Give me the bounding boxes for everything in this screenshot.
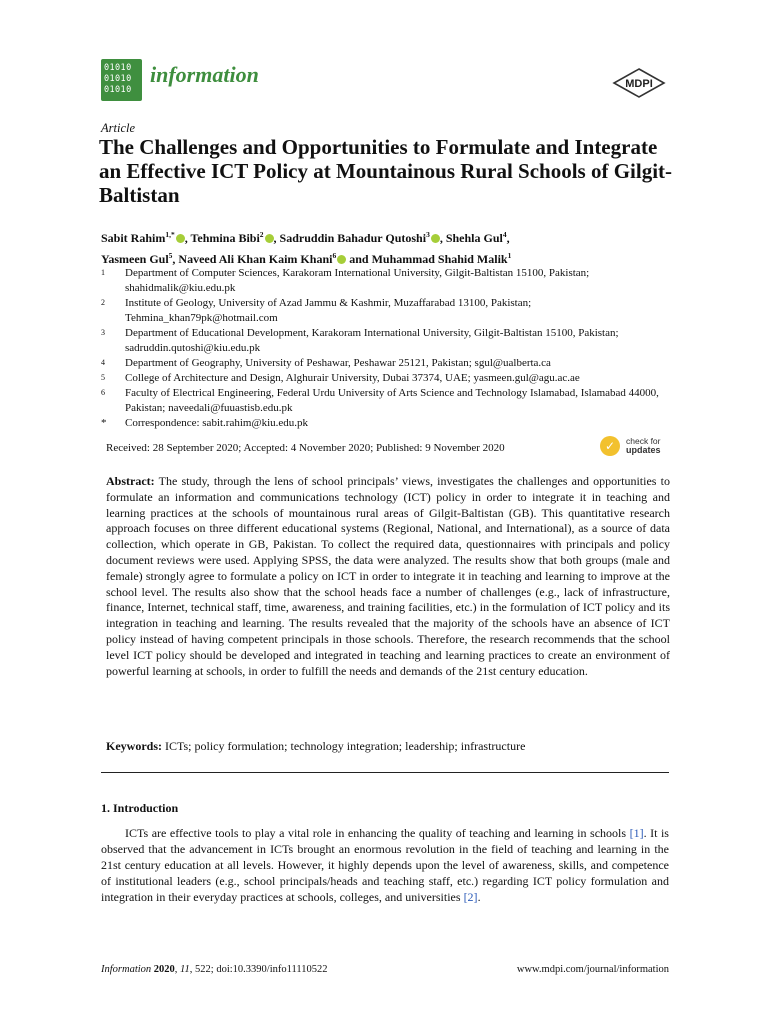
mdpi-logo-text: MDPI (625, 78, 653, 90)
abstract-label: Abstract: (106, 474, 155, 488)
journal-logo (101, 59, 142, 101)
section-heading-introduction: 1. Introduction (101, 801, 179, 815)
footer-year: 2020 (153, 964, 175, 975)
orcid-icon[interactable] (337, 255, 346, 264)
author-name: Sadruddin Bahadur Qutoshi (279, 231, 427, 245)
affiliation-number: 4 (101, 358, 105, 367)
author-name: Muhammad Shahid Malik (371, 252, 508, 266)
author-sup: 5 (168, 251, 173, 260)
check-updates-line1: check for (626, 436, 661, 446)
abstract-text: The study, through the lens of school principals’ views, investigates the challenges and opportunities to formulate an information and communications technology (ICT) policy in order to integrate it in teaching and learning practices at the schools of mountainous rural areas of Gilgit-Baltistan (GB). This quantitative research approach focuses on three different educational systems (Regional, National, and International), as a source of data collection, which operate in GB, Pakistan. To collect the required data, questionnaires with principals and policy document reviews were used. Applying SPSS, the data were analyzed. The results show that both groups (male and female) strongly agree to formulate a policy on ICT in order to integrate it in teaching and learning to improve at the school level. The results also show that the school heads face a number of challenges (e.g., lack of infrastructure, finance, Internet, technical staff, time, awareness, and training facilities, etc.) in the formulation of ICT policy and its integration in teaching and learning. The results revealed that the majority of the schools have an absence of ICT policy instead of having competent principals in those schools. Therefore, the research recommends that the school level ICT policy should be developed and integrated in teaching and learning practices to create an environment of powerful learning at schools, in order to fulfill the needs and demands of the 21st century education. (106, 474, 670, 678)
author-list: Sabit Rahim$^{1,*}$ , Tehmina Bibi$^2$ , Sadruddin Bahadur Qutoshi$^3$ , Shehla Gul$^4$, Yasmeen Gul$^5$, Naveed Ali Khan Kaim Khani$^6$ and Muhammad Shahid Malik$^1$ (101, 230, 512, 266)
footer-journal-url[interactable]: www.mdpi.com/journal/information (516, 964, 669, 975)
keywords-label: Keywords: (106, 739, 162, 753)
abstract (106, 474, 670, 679)
footer-doi: , 522; doi:10.3390/info11110522 (189, 964, 328, 975)
affiliation-text: Faculty of Electrical Engineering, Federal Urdu University of Arts Science and Technology Islamabad, Islamabad 44000, Pakistan; naveedali@fuuastisb.edu.pk (125, 387, 659, 414)
affiliation-text: Department of Computer Sciences, Karakoram International University, Gilgit-Baltistan 15100, Pakistan; shahidmalik@kiu.edu.pk (125, 267, 590, 294)
affiliation-text: College of Architecture and Design, Alghurair University, Dubai 37374, UAE; yasmeen.gul@agu.ac.ae (125, 372, 580, 384)
publication-dates: Received: 28 September 2020; Accepted: 4 November 2020; Published: 9 November 2020 (106, 442, 505, 454)
mdpi-logo-icon (612, 68, 666, 98)
affiliation-text: Institute of Geology, University of Azad Jammu & Kashmir, Muzaffarabad 13100, Pakistan; Tehmina_khan79pk@hotmail.com (125, 297, 532, 324)
affiliation-number: 1 (101, 268, 105, 277)
author-sup: 4 (502, 230, 507, 239)
logo-bits-row: 01010 (104, 63, 132, 73)
author-name: Yasmeen Gul (101, 252, 169, 266)
author-name: Sabit Rahim (101, 231, 166, 245)
paper-title: The Challenges and Opportunities to Formulate and Integrate an Effective ICT Policy at Mountainous Rural Schools of Gilgit-Baltistan (99, 135, 673, 207)
affiliation-number: 3 (101, 328, 105, 337)
citation-link[interactable]: [2] (463, 890, 478, 904)
orcid-icon[interactable] (265, 234, 274, 243)
footer-citation: Information 2020, 11, 522; doi:10.3390/info11110522 (101, 964, 328, 975)
correspondence: Correspondence: sabit.rahim@kiu.edu.pk (125, 417, 309, 429)
author-sup: 6 (332, 251, 337, 260)
check-updates-line2: updates (626, 445, 661, 455)
author-sup: 2 (259, 230, 264, 239)
journal-name: information (150, 62, 259, 87)
keywords (106, 739, 670, 754)
intro-text: . (477, 890, 481, 904)
intro-text: ICTs are effective tools to play a vital role in enhancing the quality of teaching and learning in schools (125, 826, 630, 840)
affiliation-number: * (101, 417, 107, 429)
affiliation-text: Department of Geography, University of Peshawar, Peshawar 25121, Pakistan; sgul@ualberta.ca (125, 357, 551, 369)
check-updates-label (626, 437, 661, 455)
author-name: Shehla Gul (445, 231, 503, 245)
logo-bits-row: 01010 (104, 85, 132, 95)
logo-bits (104, 63, 132, 96)
section-divider (101, 772, 669, 773)
author-sup: 3 (426, 230, 430, 239)
affiliation-text: Department of Educational Development, Karakoram International University, Gilgit-Baltistan 15100, Pakistan; sadruddin.qutoshi@kiu.edu.pk (125, 327, 619, 354)
affiliation-number: 5 (101, 373, 105, 382)
author-name: Naveed Ali Khan Kaim Khani (178, 252, 333, 266)
introduction-paragraph (101, 825, 669, 905)
keywords-text: ICTs; policy formulation; technology integration; leadership; infrastructure (165, 739, 526, 753)
citation-link[interactable]: [1] (629, 826, 644, 840)
logo-bits-row: 01010 (104, 74, 132, 84)
intro-text: . It is observed that the advancement in ICTs brought an enormous revolution in the field of teaching and learning in the 21st century education at all levels. However, it highly depends upon the level of awareness, skills, and competence of institutional leaders (e.g., school principals/heads and teaching staff, etc.) regarding ICT policy formulation and integration in their everyday practices at schools, colleges, and universities (101, 826, 669, 904)
article-type: Article (101, 121, 136, 135)
orcid-icon[interactable] (431, 234, 440, 243)
footer-volume: 11 (180, 964, 190, 975)
check-updates-icon: ✓ (600, 436, 620, 456)
author-sup: 1 (507, 251, 512, 260)
check-for-updates-button[interactable] (600, 436, 672, 458)
orcid-icon[interactable] (176, 234, 185, 243)
affiliation-number: 6 (101, 388, 105, 397)
footer-journal: Information (101, 964, 152, 975)
author-name: Tehmina Bibi (190, 231, 260, 245)
author-sup: 1,* (165, 230, 175, 239)
affiliation-number: 2 (101, 298, 105, 307)
